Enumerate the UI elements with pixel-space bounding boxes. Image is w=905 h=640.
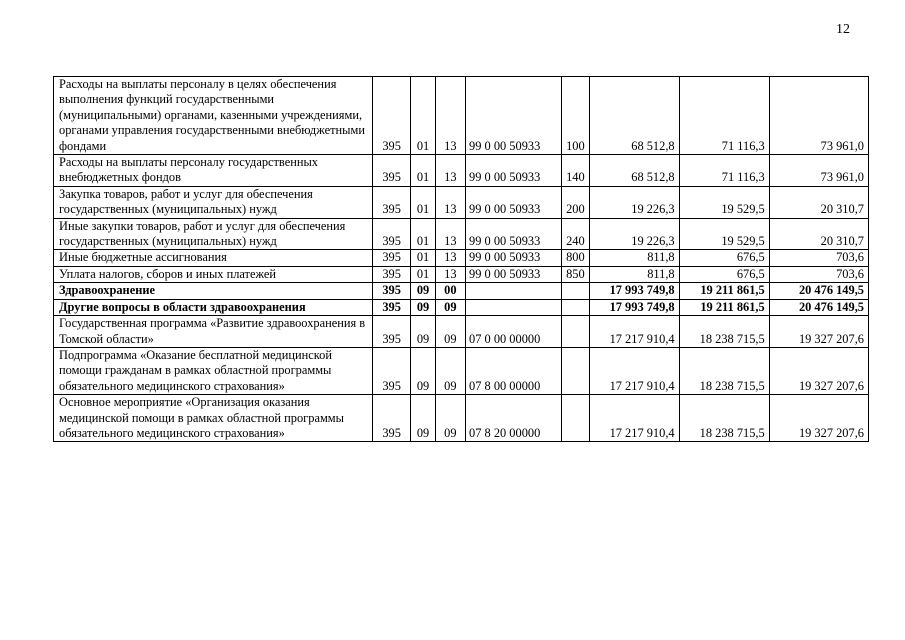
- cell-target-item: 07 0 00 00000: [466, 316, 562, 348]
- cell-target-item: 99 0 00 50933: [466, 155, 562, 187]
- cell-amount-year-2: 676,5: [679, 266, 769, 282]
- cell-amount-year-1: 17 217 910,4: [589, 347, 679, 394]
- table-row: [54, 250, 869, 266]
- cell-name: Основное мероприятие «Организация оказания медицинской помощи в рамках областной программы обязательного медицинского страхования»: [54, 395, 373, 442]
- cell-amount-year-2: 19 529,5: [679, 218, 769, 250]
- budget-table: [53, 76, 869, 442]
- cell-subsection: 09: [435, 316, 465, 348]
- cell-amount-year-3: 20 476 149,5: [769, 283, 868, 299]
- cell-name: Государственная программа «Развитие здравоохранения в Томской области»: [54, 316, 373, 348]
- cell-amount-year-1: 811,8: [589, 250, 679, 266]
- cell-name: Иные бюджетные ассигнования: [54, 250, 373, 266]
- cell-admin-code: 395: [372, 283, 410, 299]
- table-row: [54, 283, 869, 299]
- cell-expense-kind: 850: [562, 266, 589, 282]
- cell-amount-year-3: 703,6: [769, 250, 868, 266]
- cell-name: Другие вопросы в области здравоохранения: [54, 299, 373, 315]
- cell-target-item: 07 8 00 00000: [466, 347, 562, 394]
- cell-section: 01: [411, 266, 435, 282]
- cell-subsection: 13: [435, 266, 465, 282]
- cell-admin-code: 395: [372, 77, 410, 155]
- cell-expense-kind: 200: [562, 186, 589, 218]
- cell-expense-kind: [562, 347, 589, 394]
- cell-amount-year-1: 17 993 749,8: [589, 299, 679, 315]
- cell-amount-year-1: 19 226,3: [589, 218, 679, 250]
- cell-target-item: [466, 283, 562, 299]
- cell-amount-year-2: 18 238 715,5: [679, 316, 769, 348]
- cell-amount-year-1: 68 512,8: [589, 155, 679, 187]
- cell-target-item: 99 0 00 50933: [466, 77, 562, 155]
- cell-name: Подпрограмма «Оказание бесплатной медицинской помощи гражданам в рамках областной программы обязательного медицинского страхования»: [54, 347, 373, 394]
- cell-name: Расходы на выплаты персоналу государственных внебюджетных фондов: [54, 155, 373, 187]
- cell-amount-year-1: 17 217 910,4: [589, 395, 679, 442]
- cell-subsection: 13: [435, 155, 465, 187]
- cell-section: 01: [411, 77, 435, 155]
- cell-amount-year-3: 73 961,0: [769, 155, 868, 187]
- table-row: [54, 186, 869, 218]
- cell-section: 01: [411, 250, 435, 266]
- cell-section: 01: [411, 218, 435, 250]
- cell-amount-year-2: 71 116,3: [679, 155, 769, 187]
- table-row: [54, 155, 869, 187]
- cell-expense-kind: [562, 316, 589, 348]
- cell-target-item: [466, 299, 562, 315]
- cell-admin-code: 395: [372, 218, 410, 250]
- cell-expense-kind: [562, 299, 589, 315]
- table-row: [54, 266, 869, 282]
- table-row: [54, 299, 869, 315]
- cell-subsection: 09: [435, 395, 465, 442]
- table-row: [54, 347, 869, 394]
- cell-admin-code: 395: [372, 186, 410, 218]
- cell-subsection: 09: [435, 347, 465, 394]
- cell-amount-year-1: 811,8: [589, 266, 679, 282]
- cell-name: Расходы на выплаты персоналу в целях обеспечения выполнения функций государственными (муниципальными) органами, казенными учреждениями, органами управления государственными внебюджетными фондами: [54, 77, 373, 155]
- cell-admin-code: 395: [372, 266, 410, 282]
- cell-amount-year-3: 703,6: [769, 266, 868, 282]
- cell-name: Здравоохранение: [54, 283, 373, 299]
- cell-expense-kind: [562, 283, 589, 299]
- cell-amount-year-2: 19 211 861,5: [679, 283, 769, 299]
- cell-subsection: 13: [435, 250, 465, 266]
- cell-expense-kind: [562, 395, 589, 442]
- cell-amount-year-1: 17 217 910,4: [589, 316, 679, 348]
- cell-section: 01: [411, 155, 435, 187]
- cell-amount-year-3: 20 476 149,5: [769, 299, 868, 315]
- cell-admin-code: 395: [372, 299, 410, 315]
- cell-subsection: 00: [435, 283, 465, 299]
- cell-amount-year-3: 19 327 207,6: [769, 395, 868, 442]
- table-row: [54, 218, 869, 250]
- cell-admin-code: 395: [372, 347, 410, 394]
- cell-target-item: 99 0 00 50933: [466, 250, 562, 266]
- table-row: [54, 77, 869, 155]
- table-row: [54, 316, 869, 348]
- cell-amount-year-3: 20 310,7: [769, 218, 868, 250]
- cell-amount-year-1: 17 993 749,8: [589, 283, 679, 299]
- cell-target-item: 07 8 20 00000: [466, 395, 562, 442]
- cell-admin-code: 395: [372, 316, 410, 348]
- cell-target-item: 99 0 00 50933: [466, 266, 562, 282]
- cell-expense-kind: 100: [562, 77, 589, 155]
- cell-section: 09: [411, 347, 435, 394]
- cell-admin-code: 395: [372, 155, 410, 187]
- cell-amount-year-2: 676,5: [679, 250, 769, 266]
- cell-section: 09: [411, 395, 435, 442]
- cell-admin-code: 395: [372, 250, 410, 266]
- cell-subsection: 09: [435, 299, 465, 315]
- cell-target-item: 99 0 00 50933: [466, 218, 562, 250]
- cell-amount-year-2: 19 529,5: [679, 186, 769, 218]
- cell-admin-code: 395: [372, 395, 410, 442]
- cell-subsection: 13: [435, 218, 465, 250]
- cell-expense-kind: 800: [562, 250, 589, 266]
- page-number: 12: [836, 22, 850, 37]
- cell-name: Уплата налогов, сборов и иных платежей: [54, 266, 373, 282]
- cell-amount-year-2: 18 238 715,5: [679, 395, 769, 442]
- cell-target-item: 99 0 00 50933: [466, 186, 562, 218]
- cell-name: Закупка товаров, работ и услуг для обеспечения государственных (муниципальных) нужд: [54, 186, 373, 218]
- cell-amount-year-2: 19 211 861,5: [679, 299, 769, 315]
- table-row: [54, 395, 869, 442]
- cell-amount-year-3: 19 327 207,6: [769, 347, 868, 394]
- cell-amount-year-1: 68 512,8: [589, 77, 679, 155]
- table-body: [54, 77, 869, 442]
- cell-amount-year-3: 20 310,7: [769, 186, 868, 218]
- cell-expense-kind: 140: [562, 155, 589, 187]
- cell-section: 01: [411, 186, 435, 218]
- cell-section: 09: [411, 283, 435, 299]
- cell-amount-year-1: 19 226,3: [589, 186, 679, 218]
- cell-subsection: 13: [435, 186, 465, 218]
- cell-amount-year-3: 73 961,0: [769, 77, 868, 155]
- cell-expense-kind: 240: [562, 218, 589, 250]
- cell-name: Иные закупки товаров, работ и услуг для обеспечения государственных (муниципальных) нужд: [54, 218, 373, 250]
- cell-amount-year-2: 71 116,3: [679, 77, 769, 155]
- cell-section: 09: [411, 316, 435, 348]
- cell-amount-year-3: 19 327 207,6: [769, 316, 868, 348]
- cell-section: 09: [411, 299, 435, 315]
- cell-subsection: 13: [435, 77, 465, 155]
- cell-amount-year-2: 18 238 715,5: [679, 347, 769, 394]
